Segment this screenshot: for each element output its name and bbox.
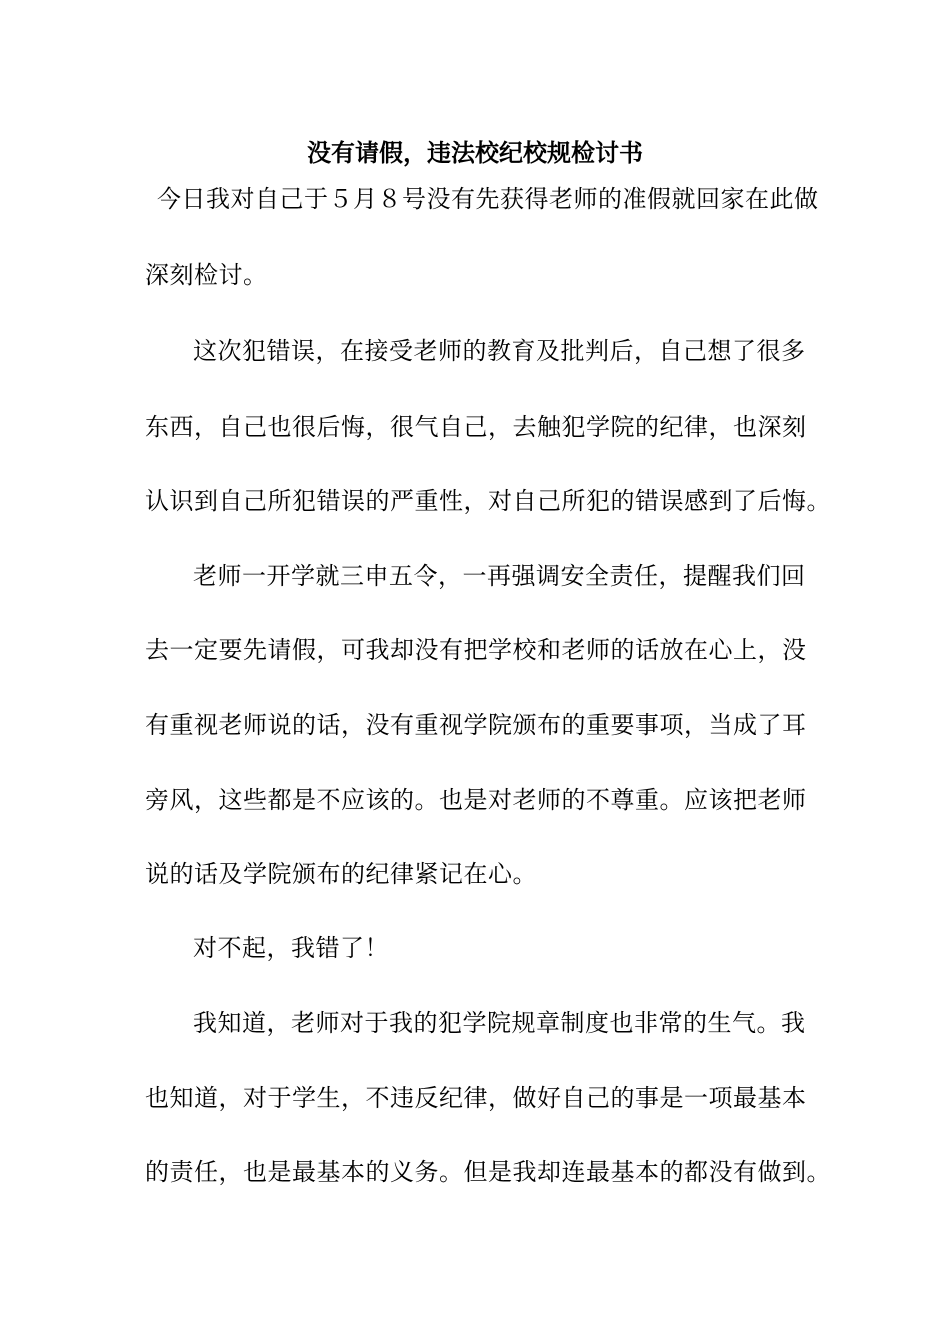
paragraph-line: 旁风，这些都是不应该的。也是对老师的不尊重。应该把老师 bbox=[145, 786, 807, 814]
paragraph-line: 也知道，对于学生，不违反纪律，做好自己的事是一项最基本 bbox=[145, 1084, 807, 1112]
paragraph-line: 的责任，也是最基本的义务。但是我却连最基本的都没有做到。 bbox=[145, 1158, 831, 1186]
paragraph-line: 我知道，老师对于我的犯学院规章制度也非常的生气。我 bbox=[193, 1009, 806, 1037]
paragraph-line: 深刻检讨。 bbox=[145, 261, 268, 289]
paragraph-line: 去一定要先请假，可我却没有把学校和老师的话放在心上，没 bbox=[145, 636, 807, 664]
paragraph-line: 有重视老师说的话，没有重视学院颁布的重要事项，当成了耳 bbox=[145, 711, 807, 739]
paragraph-line: 对不起，我错了！ bbox=[193, 934, 389, 962]
paragraph-line: 今日我对自己于５月８号没有先获得老师的准假就回家在此做 bbox=[157, 185, 819, 213]
paragraph-line: 老师一开学就三申五令，一再强调安全责任，提醒我们回 bbox=[193, 562, 806, 590]
paragraph-line: 认识到自己所犯错误的严重性，对自己所犯的错误感到了后悔。 bbox=[145, 487, 831, 515]
paragraph-line: 说的话及学院颁布的纪律紧记在心。 bbox=[145, 860, 537, 888]
paragraph-line: 东西，自己也很后悔，很气自己，去触犯学院的纪律，也深刻 bbox=[145, 413, 807, 441]
paragraph-line: 这次犯错误，在接受老师的教育及批判后，自己想了很多 bbox=[193, 337, 806, 365]
document-title: 没有请假，违法校纪校规检讨书 bbox=[307, 138, 643, 167]
